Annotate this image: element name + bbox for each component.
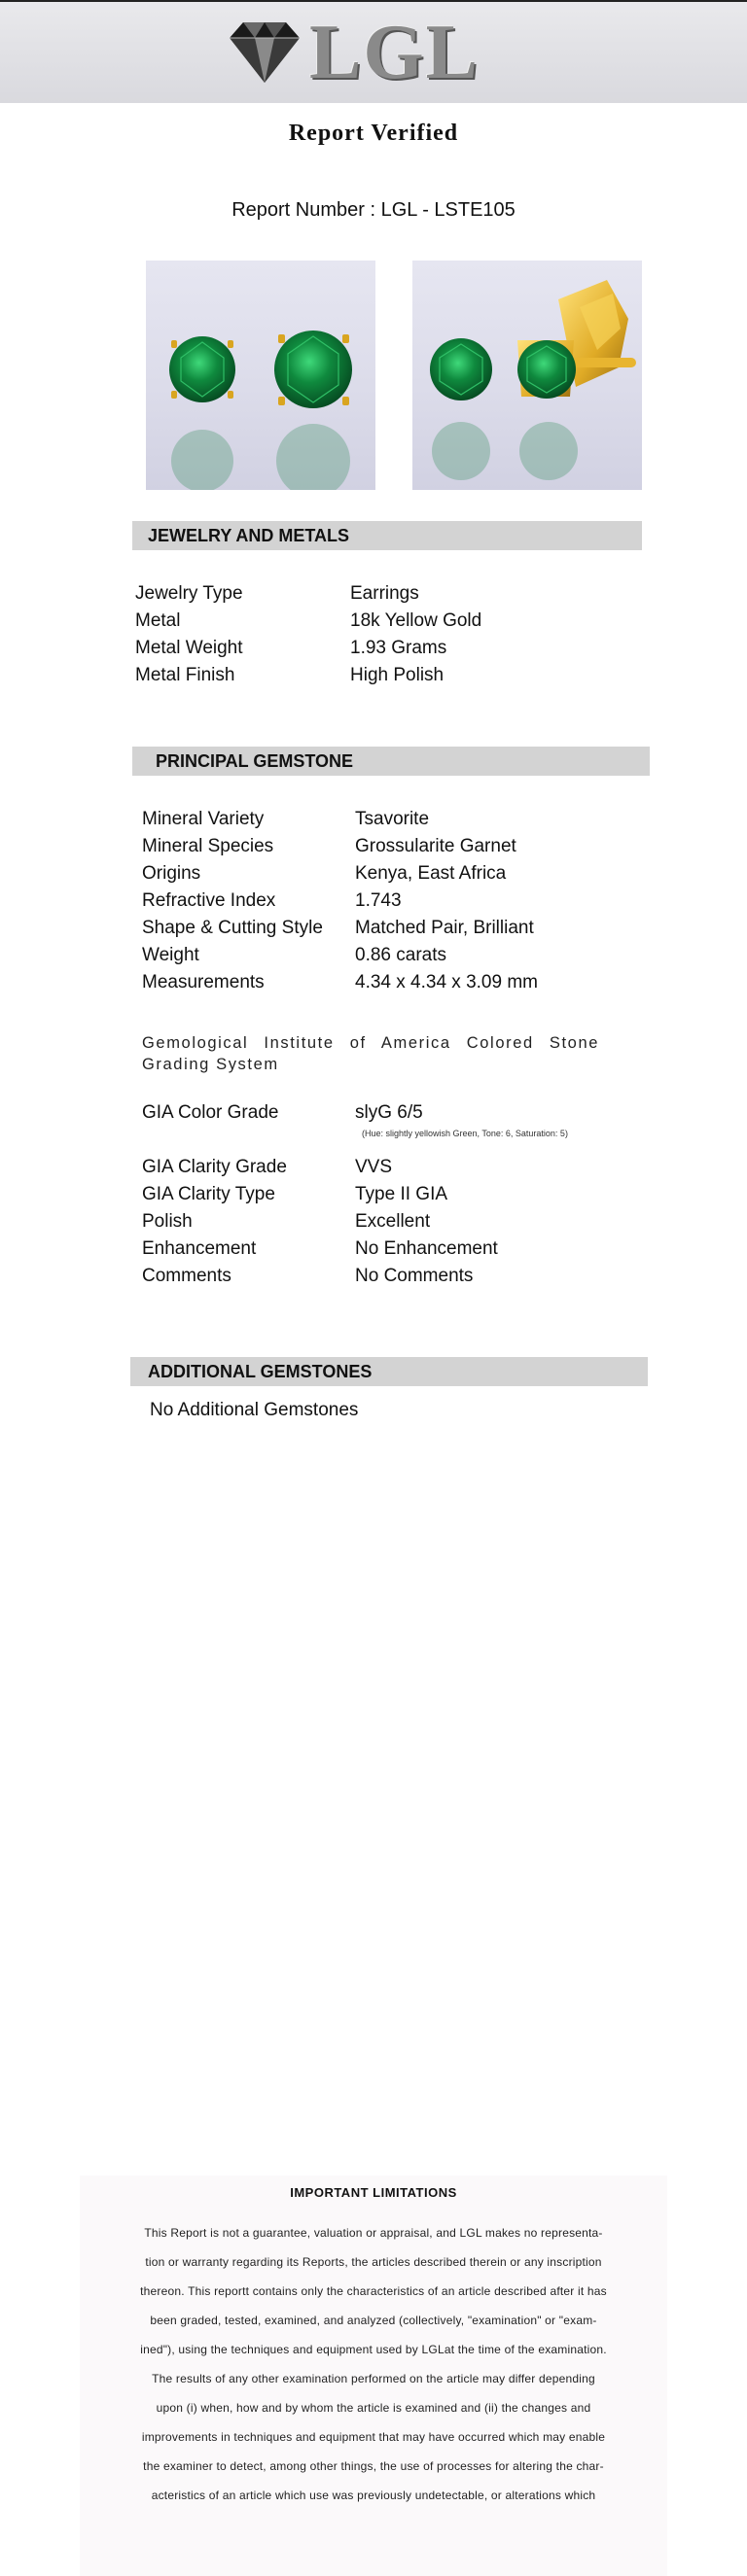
row-label: Metal Weight bbox=[135, 638, 243, 658]
jewelry-metals-heading-text: JEWELRY AND METALS bbox=[148, 526, 350, 545]
row-value: Grossularite Garnet bbox=[355, 836, 516, 856]
row-label: Mineral Variety bbox=[142, 809, 265, 829]
additional-gemstones-heading bbox=[130, 1357, 648, 1386]
additional-gemstones-heading-text: ADDITIONAL GEMSTONES bbox=[148, 1362, 373, 1381]
row-label: Polish bbox=[142, 1211, 193, 1232]
header-bar bbox=[0, 0, 747, 103]
row-label: GIA Clarity Grade bbox=[142, 1157, 287, 1177]
row-label: Jewelry Type bbox=[135, 583, 243, 604]
row-value: VVS bbox=[355, 1157, 393, 1177]
row-value: No Enhancement bbox=[355, 1238, 498, 1259]
limitations-line: been graded, tested, examined, and analyzed (collectively, "examination" or "exam- bbox=[150, 2314, 597, 2327]
row-label: GIA Clarity Type bbox=[142, 1184, 275, 1204]
row-label: Weight bbox=[142, 945, 199, 965]
row-label: GIA Color Grade bbox=[142, 1102, 279, 1123]
color-grade-note: (Hue: slightly yellowish Green, Tone: 6, Saturation: 5) bbox=[362, 1129, 568, 1138]
row-label: Enhancement bbox=[142, 1238, 257, 1259]
logo-text: LGL bbox=[309, 10, 480, 95]
row-value: Excellent bbox=[355, 1211, 431, 1232]
row-value: High Polish bbox=[350, 665, 445, 685]
report-number: Report Number : LGL - LSTE105 bbox=[231, 199, 516, 221]
row-value: Kenya, East Africa bbox=[355, 863, 507, 884]
principal-gemstone-heading bbox=[132, 747, 650, 776]
page-title: Report Verified bbox=[288, 121, 459, 146]
row-label: Metal Finish bbox=[135, 665, 235, 685]
gia-grading-system-note: Gemological Institute of America Colored Stone Grading System bbox=[142, 1034, 599, 1073]
row-value: No Comments bbox=[355, 1266, 474, 1286]
limitations-line: the examiner to detect, among other things, the use of processes for altering the char- bbox=[143, 2459, 604, 2473]
row-label: Measurements bbox=[142, 972, 265, 992]
row-value: 1.743 bbox=[355, 890, 402, 911]
row-value: Tsavorite bbox=[355, 809, 430, 829]
row-label: Shape & Cutting Style bbox=[142, 918, 323, 938]
limitations-heading: IMPORTANT LIMITATIONS bbox=[290, 2185, 457, 2200]
row-value: Earrings bbox=[350, 583, 419, 604]
row-label: Metal bbox=[135, 610, 181, 631]
row-label: Refractive Index bbox=[142, 890, 276, 911]
limitations-line: ined"), using the techniques and equipment used by LGLat the time of the examination. bbox=[140, 2343, 607, 2356]
row-value: Matched Pair, Brilliant bbox=[355, 918, 534, 938]
row-value: No Additional Gemstones bbox=[150, 1400, 359, 1420]
limitations-line: upon (i) when, how and by whom the article is examined and (ii) the changes and bbox=[156, 2401, 591, 2415]
limitations-line: improvements in techniques and equipment that may have occurred which may enable bbox=[141, 2430, 606, 2444]
lgl-logo[interactable] bbox=[226, 10, 480, 95]
limitations-line: The results of any other examination performed on the article may differ depending bbox=[152, 2372, 595, 2385]
limitations-line: acteristics of an article which use was previously undetectable, or alterations which bbox=[151, 2489, 596, 2502]
product-photo-front[interactable] bbox=[146, 261, 375, 490]
row-label: Origins bbox=[142, 863, 201, 884]
row-value: slyG 6/5 bbox=[355, 1102, 423, 1123]
row-value: Type II GIA bbox=[355, 1184, 448, 1204]
row-value: 1.93 Grams bbox=[350, 638, 447, 658]
limitations-line: thereon. This reportt contains only the characteristics of an article described after it has bbox=[140, 2284, 607, 2298]
limitations-line: tion or warranty regarding its Reports, the articles described therein or any inscription bbox=[145, 2255, 602, 2269]
row-value: 4.34 x 4.34 x 3.09 mm bbox=[355, 972, 538, 992]
row-label: Mineral Species bbox=[142, 836, 274, 856]
row-value: 0.86 carats bbox=[355, 945, 446, 965]
product-photo-side[interactable] bbox=[412, 261, 642, 490]
jewelry-metals-heading bbox=[132, 521, 642, 550]
row-label: Comments bbox=[142, 1266, 231, 1286]
diamond-icon bbox=[226, 20, 303, 85]
limitations-line: This Report is not a guarantee, valuation or appraisal, and LGL makes no representa- bbox=[144, 2226, 603, 2240]
row-value: 18k Yellow Gold bbox=[350, 610, 482, 631]
principal-gemstone-heading-text: PRINCIPAL GEMSTONE bbox=[156, 751, 354, 771]
